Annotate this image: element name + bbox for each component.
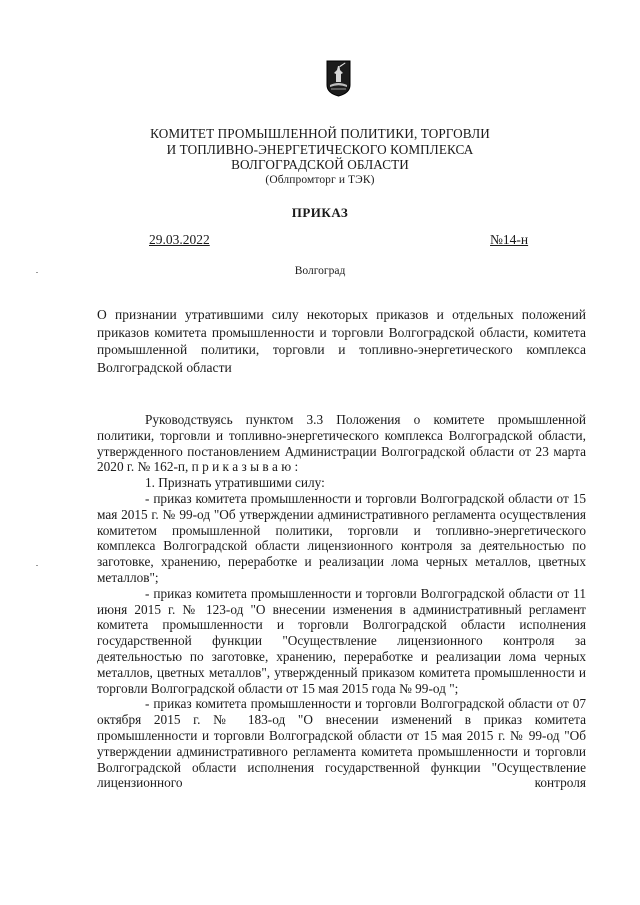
- agency-short-name: (Облпромторг и ТЭК): [265, 173, 375, 186]
- order-number: №14-н: [490, 232, 529, 247]
- body-paragraph: - приказ комитета промышленности и торговли Волгоградской области от 11 июня 2015 г. № 123-од "О внесении изменения в административный регламент комитета промышленности и торговли Волгоградской области исполнения государственной функции "Осуществление лицензионного контроля за деятельностью по заготовке, хранению, переработке и реализации лома черных металлов, цветных металлов", утвержденный приказом комитета промышленности и торговли Волгоградской области от 15 мая 2015 года № 99-од ";: [97, 585, 586, 696]
- order-body: [97, 412, 586, 791]
- agency-name-line: ВОЛГОГРАДСКОЙ ОБЛАСТИ: [231, 157, 409, 172]
- body-paragraph: Руководствуясь пунктом 3.3 Положения о комитете промышленной политики, торговли и топливно-энергетического комплекса Волгоградской области, утвержденного постановлением Администрации Волгоградской области от 23 марта 2020 г. № 162-п, п р и к а з ы в а ю :: [97, 412, 586, 475]
- city-name: Волгоград: [294, 265, 346, 277]
- coat-of-arms-icon: [326, 60, 351, 97]
- agency-name-line: КОМИТЕТ ПРОМЫШЛЕННОЙ ПОЛИТИКИ, ТОРГОВЛИ: [150, 126, 490, 141]
- order-date: 29.03.2022: [149, 232, 210, 247]
- body-paragraph: - приказ комитета промышленности и торговли Волгоградской области от 15 мая 2015 г. № 99-од "Об утверждении административного регламента осуществления комитетом промышленной политики, торговли и топливно-энергетического комплекса Волгоградской области лицензионного контроля за деятельностью по заготовке, хранению, переработке и реализации лома черных металлов, цветных металлов";: [97, 490, 586, 585]
- agency-name-line: И ТОПЛИВНО-ЭНЕРГЕТИЧЕСКОГО КОМПЛЕКСА: [166, 141, 474, 157]
- scan-artifact: [36, 272, 38, 273]
- body-paragraph: - приказ комитета промышленности и торговли Волгоградской области от 07 октября 2015 г. № 183-од "О внесении изменений в приказ комитета промышленности и торговли Волгоградской области от 15 мая 2015 г. № 99-од "Об утверждении административного регламента комитета промышленности и торговли Волгоградской области исполнения государственной функции "Осуществление лицензионного контроля: [97, 696, 586, 791]
- document-type-title: ПРИКАЗ: [291, 205, 349, 220]
- body-paragraph: 1. Признать утратившими силу:: [145, 475, 325, 491]
- scan-artifact: [36, 565, 38, 566]
- agency-header: [120, 126, 520, 188]
- order-subject: О признании утратившими силу некоторых приказов и отдельных положений приказов комитета промышленности и торговли Волгоградской области, комитета промышленной политики, торговли и топливно-энергетического комплекса Волгоградской области: [97, 307, 586, 375]
